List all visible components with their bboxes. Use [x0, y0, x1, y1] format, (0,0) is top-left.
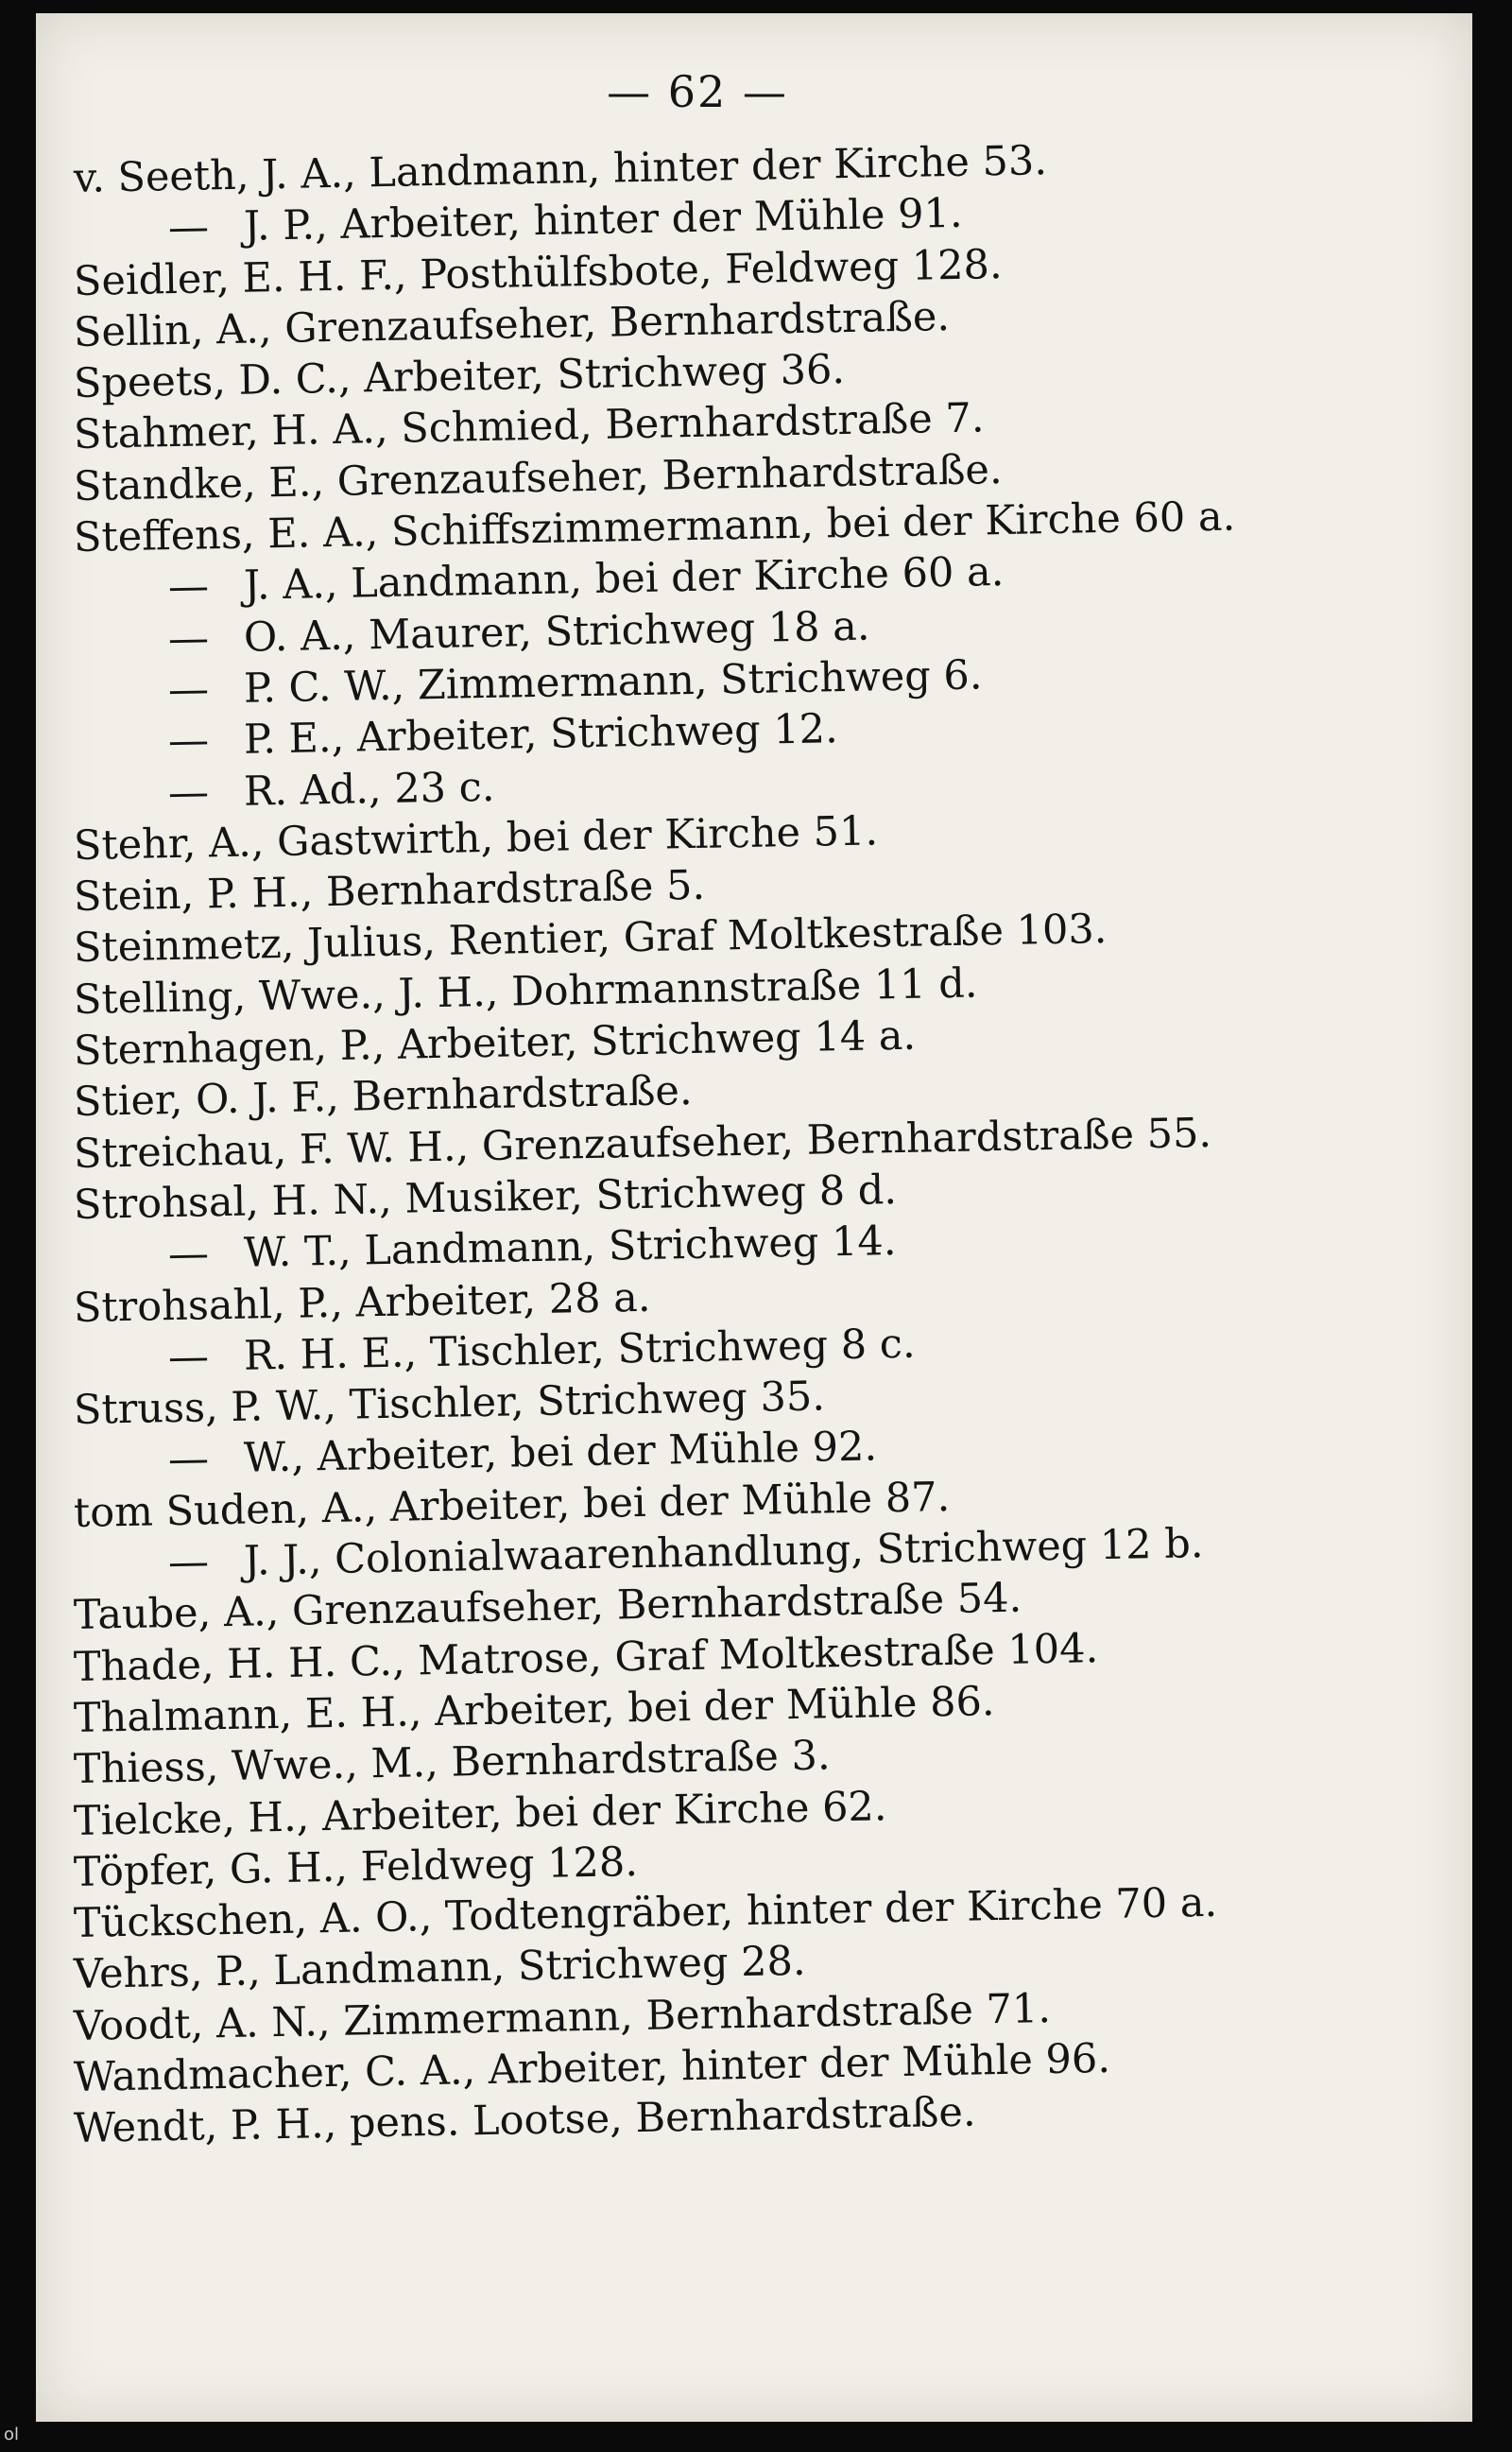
entry-text: Sternhagen, P., Arbeiter, Strichweg 14 a.	[73, 1011, 917, 1076]
ditto-dash: —	[167, 562, 210, 612]
ditto-dash: —	[167, 717, 210, 766]
entry-text: Töpfer, G. H., Feldweg 128.	[73, 1838, 639, 1896]
entry-text: Struss, P. W., Tischler, Strichweg 35.	[73, 1373, 826, 1435]
entry-text: tom Suden, A., Arbeiter, bei der Mühle 87.	[73, 1473, 951, 1537]
entry-text: Stehr, A., Gastwirth, bei der Kirche 51.	[73, 807, 879, 870]
entry-text: Streichau, F. W. H., Grenzaufseher, Bernhardstraße 55.	[73, 1109, 1212, 1178]
entry-text: v. Seeth, J. A., Landmann, hinter der Kirche 53.	[73, 137, 1048, 202]
entry-text: Vehrs, P., Landmann, Strichweg 28.	[73, 1938, 806, 1999]
entry-text: Steinmetz, Julius, Rentier, Graf Moltkestraße 103.	[73, 906, 1108, 973]
entry-text: Speets, D. C., Arbeiter, Strichweg 36.	[73, 346, 846, 408]
entry-text: W. T., Landmann, Strichweg 14.	[243, 1217, 897, 1277]
entry-text: Thiess, Wwe., M., Bernhardstraße 3.	[73, 1732, 831, 1794]
ditto-dash: —	[167, 1435, 210, 1484]
entry-text: P. E., Arbeiter, Strichweg 12.	[243, 705, 839, 764]
entry-text: J. J., Colonialwaarenhandlung, Strichweg 12 b.	[243, 1520, 1204, 1585]
entry-text: Sellin, A., Grenzaufseher, Bernhardstraße.	[73, 292, 951, 356]
edge-mark: ol	[4, 2425, 20, 2444]
ditto-dash: —	[167, 203, 210, 252]
entry-text: Tielcke, H., Arbeiter, bei der Kirche 62.	[73, 1782, 887, 1845]
entry-text: Thalmann, E. H., Arbeiter, bei der Mühle 86.	[73, 1678, 995, 1742]
entry-text: R. Ad., 23 c.	[243, 763, 495, 816]
entry-text: Taube, A., Grenzaufseher, Bernhardstraße 54.	[73, 1574, 1022, 1640]
entry-text: Stier, O. J. F., Bernhardstraße.	[73, 1067, 693, 1127]
entry-text: Steffens, E. A., Schiffszimmermann, bei der Kirche 60 a.	[73, 492, 1236, 562]
entry-text: Voodt, A. N., Zimmermann, Bernhardstraße 71.	[73, 1984, 1052, 2050]
entry-text: J. A., Landmann, bei der Kirche 60 a.	[243, 548, 1005, 611]
entry-text: W., Arbeiter, bei der Mühle 92.	[243, 1423, 878, 1483]
ditto-dash: —	[167, 665, 210, 715]
directory-page	[36, 13, 1472, 2422]
entry-text: Standke, E., Grenzaufseher, Bernhardstraße.	[73, 445, 1003, 510]
entry-text: P. C. W., Zimmermann, Strichweg 6.	[243, 651, 983, 713]
page-number: — 62 —	[607, 66, 788, 117]
entry-text: Wandmacher, C. A., Arbeiter, hinter der Mühle 96.	[73, 2034, 1111, 2101]
entry-text: Strohsal, H. N., Musiker, Strichweg 8 d.	[73, 1166, 898, 1229]
entry-text: J. P., Arbeiter, hinter der Mühle 91.	[243, 190, 963, 250]
entry-text: Wendt, P. H., pens. Lootse, Bernhardstraße.	[73, 2088, 976, 2153]
entry-text: Stein, P. H., Bernhardstraße 5.	[73, 861, 706, 922]
ditto-dash: —	[167, 614, 210, 663]
ditto-dash: —	[167, 768, 210, 817]
entry-text: O. A., Maurer, Strichweg 18 a.	[243, 602, 870, 662]
ditto-dash: —	[167, 1538, 210, 1587]
entry-text: Stelling, Wwe., J. H., Dohrmannstraße 11 d.	[73, 959, 978, 1024]
entry-text: Stahmer, H. A., Schmied, Bernhardstraße 7.	[73, 394, 985, 459]
entry-text: Strohsahl, P., Arbeiter, 28 a.	[73, 1273, 651, 1332]
entry-text: Thade, H. H. C., Matrose, Graf Moltkestraße 104.	[73, 1624, 1099, 1691]
entry-list	[73, 137, 1425, 2155]
entry-text: Tückschen, A. O., Todtengräber, hinter der Kirche 70 a.	[73, 1878, 1218, 1948]
entry-text: R. H. E., Tischler, Strichweg 8 c.	[243, 1320, 916, 1380]
ditto-dash: —	[167, 1230, 210, 1279]
ditto-dash: —	[167, 1333, 210, 1381]
entry-text: Seidler, E. H. F., Posthülfsbote, Feldweg 128.	[73, 240, 1003, 305]
